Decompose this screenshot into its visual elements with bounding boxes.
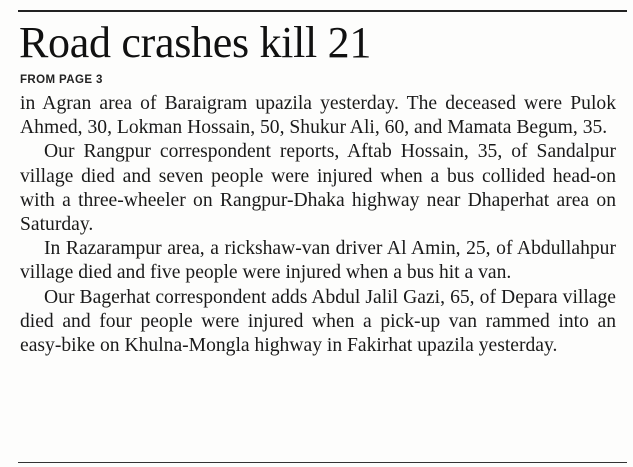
headline: Road crashes kill 21 xyxy=(19,18,372,67)
bottom-divider xyxy=(18,462,627,463)
top-divider xyxy=(18,10,627,12)
article-body xyxy=(20,92,616,358)
continuation-kicker: FROM PAGE 3 xyxy=(20,74,103,86)
paragraph-3: In Razarampur area, a rickshaw-van driver Al Amin, 25, of Abdullahpur village died and five people were injured when a bus hit a van. xyxy=(20,238,616,284)
paragraph-4: Our Bagerhat correspondent adds Abdul Jalil Gazi, 65, of Depara village died and four people were injured when a pick-up van rammed into an easy-bike on Khulna-Mongla highway in Fakirhat upazila yesterday. xyxy=(20,286,616,357)
paragraph-1: in Agran area of Baraigram upazila yesterday. The deceased were Pulok Ahmed, 30, Lokman Hossain, 50, Shukur Ali, 60, and Mamata Begum, 35. xyxy=(20,93,616,139)
paragraph-2: Our Rangpur correspondent reports, Aftab Hossain, 35, of Sandalpur village died and seven people were injured when a bus collided head-on with a three-wheeler on Rangpur-Dhaka highway near Dhaperhat area on Saturday. xyxy=(20,141,616,236)
